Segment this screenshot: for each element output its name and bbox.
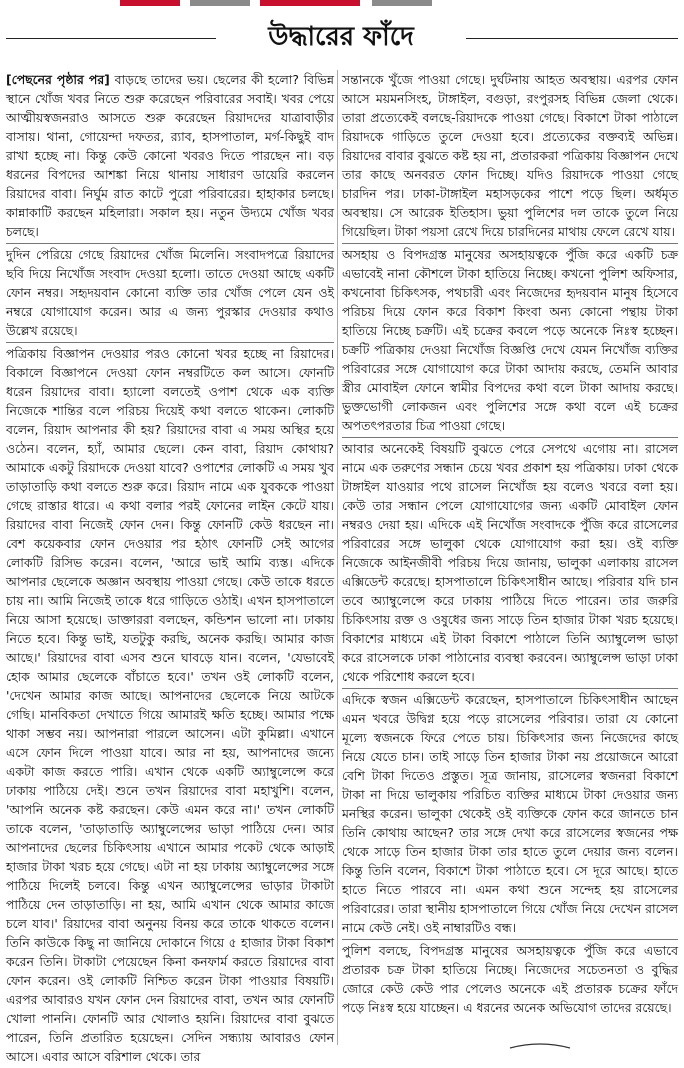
strip-segment	[190, 0, 250, 6]
column-divider	[337, 70, 338, 1045]
strip-segment	[260, 0, 360, 6]
article-paragraph: পত্রিকায় বিজ্ঞাপন দেওয়ার পরও কোনো খবর হচ্ছে না রিয়াদের। বিকালে বিজ্ঞাপনে দেওয়া ফোন নম্বরটিতে কল আসে। ফোনটি ধরেন রিয়াদের বাবা। হ্যালো বলতেই ওপাশ থেকে এক ব্যক্তি নিজেকে শান্তির বলে পরিচয় দিয়েই কথা বলতে থাকেন। লোকটি বলেন, রিয়াদ আপনার কী হয়? রিয়াদের বাবা এ সময় অস্থির হয়ে ওঠেন। বলেন, হ্যাঁ, আমার ছেলে। কেন বাবা, রিয়াদ কোথায়? আমাকে একটু রিয়াদকে দেওয়া যাবে? ওপাশের লোকটি এ সময় খুব তাড়াতাড়ি কথা বলতে শুরু করে। রিয়াদ নামে এক যুবককে পাওয়া গেছে রাস্তার ধারে। এ কথা বলার পরই ফোনের লাইন কেটে যায়। রিয়াদের বাবা নিজেই ফোন দেন। কিন্তু ফোনটি কেউ ধরছেন না। বেশ কয়েকবার ফোন দেওয়ার পর হঠাৎ ফোনটি সেই আগের লোকটি রিসিভ করেন। বলেন, 'আরে ভাই আমি ব্যস্ত। এদিকে আপনার ছেলেকে অজ্ঞান অবস্থায় পাওয়া গেছে। কেউ তাকে ধরতে চায় না। আমি নিজেই তাকে ধরে গাড়িতে ওঠাই। এখন হাসপাতালে নিয়ে আসা হয়েছে। ডাক্তাররা বলছেন, কন্ডিশন ভালো না। ঢাকায় নিতে হবে। কিন্তু ভাই, যতটুকু করছি, অনেক করছি। আমার কাজ আছে।' রিয়াদের বাবা এসব শুনে ঘাবড়ে যান। বলেন, 'যেভাবেই হোক আমার ছেলেকে বাঁচাতে হবে।' তখন ওই লোকটি বলেন, 'দেখেন আমার কাজ আছে। আপনাদের ছেলেকে নিয়ে আটকে গেছি। মানবিকতা দেখাতে গিয়ে আমারই ক্ষতি হচ্ছে। আমার পক্ষে থাকা সম্ভব নয়। আপনারা পারলে আসেন। এটা কুমিল্লা। এখানে এসে ফোন দিলে পাওয়া যাবে। আর না হয়, আপনাদের জন্যে একটা কাজ করতে পারি। এখান থেকে একটি অ্যাম্বুলেন্সে করে ঢাকায় পাঠিয়ে দেই। শুনে তখন রিয়াদের বাবা মহাখুশি। বলেন, 'আপনি অনেক কষ্ট করছেন। কেউ এমন করে না।' তখন লোকটি তাকে বলেন, 'তাড়াতাড়ি অ্যাম্বুলেন্সের ভাড়া পাঠিয়ে দেন। আর আপনাদের ছেলের চিকিৎসায় এখানে আমার পকেট থেকে আড়াই হাজার টাকা খরচ হয়ে গেছে। এটা না হয় ঢাকায় অ্যাম্বুলেন্সের সঙ্গে পাঠিয়ে দিলেই চলবে। কিন্তু এখন অ্যাম্বুলেন্সের ভাড়ার টাকাটা পাঠিয়ে দেন তাড়াতাড়ি। না হয়, আমি এখান থেকে আমার কাজে চলে যাব।' রিয়াদের বাবা অনুনয় বিনয় করে তাকে থাকতে বলেন। তিনি কাউকে কিছু না জানিয়ে দোকানে গিয়ে ৫ হাজার টাকা বিকাশ করেন তিনি। টাকাটা পেয়েছেন কিনা কনফার্ম করতে রিয়াদের বাবা ফোন করেন। ওই লোকটি নিশ্চিত করেন টাকা পাওয়ার বিষয়টি। এরপর আবারও যখন ফোন দেন রিয়াদের বাবা, তখন আর ফোনটি খোলা পাননি। ফোনটি আর খোলাও হয়নি। রিয়াদের বাবা বুঝতে পারেন, তিনি প্রতারিত হয়েছেন। সেদিন সন্ধ্যায় আবারও ফোন আসে। এবার আসে বরিশাল থেকে। তার	[6, 346, 334, 1064]
article-column-left	[6, 70, 334, 1064]
headline-rule-right	[466, 38, 678, 39]
article-column-right	[342, 70, 678, 1045]
article-paragraph: আবার অনেকেই বিষয়টি বুঝতে পেরে সেপথে এগোয় না। রাসেল নামে এক তরুণের সন্ধান চেয়ে খবর প্রকাশ হয় পত্রিকায়। ঢাকা থেকে টাঙ্গাইল যাওয়ার পথে রাসেল নিখোঁজ হয় বলেও খবরে বলা হয়। কেউ তার সন্ধান পেলে যোগাযোগের জন্য একটি মোবাইল ফোন নম্বরও দেয়া হয়। এদিকে এই নিখোঁজ সংবাদকে পুঁজি করে রাসেলের পরিবারের সঙ্গে ভালুকা থেকে যোগাযোগ করা হয়। ওই ব্যক্তি নিজেকে আইনজীবী পরিচয় দিয়ে জানায়, ভালুকা এলাকায় রাসেল এক্সিডেন্ট করেছে। হাসপাতালে চিকিৎসাধীন আছে। পরিবার যদি চান তবে অ্যাম্বুলেন্সে করে ঢাকায় পাঠিয়ে দিতে পারেন। তার জরুরি চিকিৎসায় রক্ত ও ওষুধের জন্য সাড়ে তিন হাজার টাকা খরচ হয়েছে। বিকাশের মাধ্যমে এই টাকা বিকাশে পাঠালে তিনি অ্যাম্বুলেন্স ভাড়া করে রাসেলকে ঢাকা পাঠানোর ব্যবস্থা করবেন। অ্যাম্বুলেন্স ভাড়া ঢাকা থেকে পরিশোধ করলে হবে।	[342, 439, 678, 689]
article-paragraph: সন্তানকে খুঁজে পাওয়া গেছে। দুর্ঘটনায় আহত অবস্থায়। এরপর ফোন আসে ময়মনসিংহ, টাঙ্গাইল, বগুড়া, রংপুরসহ বিভিন্ন জেলা থেকে। তারা প্রত্যেকেই বলছে-রিয়াদকে পাওয়া গেছে। বিকাশে টাকা পাঠালে রিয়াদকে গাড়িতে তুলে দেওয়া হবে। প্রত্যেকের বক্তব্যই অভিন্ন। রিয়াদের বাবার বুঝতে কষ্ট হয় না, প্রতারকরা পত্রিকায় বিজ্ঞাপন দেখে তার কাছে অনবরত ফোন দিচ্ছে। যদিও রিয়াদকে পাওয়া গেছে চারদিন পর। ঢাকা-টাঙ্গাইল মহাসড়কের পাশে পড়ে ছিল। অর্ধমৃত অবস্থায়। সে আরেক ইতিহাস। ভুয়া পুলিশের দল তাকে তুলে নিয়ে গিয়েছিল। টাকা পয়সা রেখে দিয়ে চারদিনের মাথায় ফেলে রেখে যায়।	[342, 70, 678, 244]
article-title: উদ্ধারের ফাঁদে	[268, 22, 414, 52]
article-paragraph: পুলিশ বলছে, বিপদগ্রস্ত মানুষের অসহায়ত্বকে পুঁজি করে এভাবে প্রতারক চক্র টাকা হাতিয়ে নিচ্ছে। নিজেদের সচেতনতা ও বুদ্ধির জোরে কেউ কেউ পার পেলেও অনেকে এই প্রতারক চক্রের ফাঁদে পড়ে নিঃস্ব হয়ে যাচ্ছেন। এ ধরনের অনেক অভিযোগ তাদের রয়েছে।	[342, 943, 678, 1015]
article-paragraph: এদিকে স্বজন এক্সিডেন্ট করেছেন, হাসপাতালে চিকিৎসাধীন আছেন এমন খবরে উদ্বিগ্ন হয়ে পড়ে রাসেলের পরিবার। তারা যে কোনো মূল্যে স্বজনকে ফিরে পেতে চায়। চিকিৎসার জন্য নিজেদের কাছে নিয়ে যেতে চান। তাই সাড়ে তিন হাজার টাকা নয় প্রয়োজনে আরো বেশি টাকা দিতেও প্রস্তুত। সূত্র জানায়, রাসেলের স্বজনরা বিকাশে টাকা না দিয়ে ভালুকায় পরিচিত ব্যক্তির মাধ্যমে টাকা দেওয়ার জন্য মনস্থির করেন। ভালুকা থেকেই ওই ব্যক্তিকে ফোন করে জানতে চান তিনি কোথায় আছেন? তার সঙ্গে দেখা করে রাসেলের স্বজনের পক্ষ থেকে সাড়ে তিন হাজার টাকা তার হাতে তুলে দেয়ার জন্য বলেন। কিন্তু তিনি বলেন, বিকাশে টাকা পাঠাতে হবে। সে দূরে আছে। হাতে হাতে নিতে পারবে না। এমন কথা শুনে সন্দেহ হয় রাসেলের পরিবারের। তারা স্থানীয় হাসপাতালে গিয়ে খোঁজ নিয়ে দেখেন রাসেল নামে কেউ নেই। ওই নাম্বারটিও বন্ধ।	[342, 690, 678, 940]
strip-segment	[372, 0, 432, 6]
bottom-decorative-mark	[470, 1040, 670, 1050]
continued-kicker: [পেছনের পৃষ্ঠার পর]	[6, 72, 110, 87]
headline-bar	[0, 18, 684, 58]
article-paragraph: দুদিন পেরিয়ে গেছে রিয়াদের খোঁজ মিলেনি। সংবাদপত্রে রিয়াদের ছবি দিয়ে নিখোঁজ সংবাদ দেওয়া হলো। তাতে দেওয়া আছে একটি ফোন নম্বর। সহৃদয়বান কোনো ব্যক্তি তার খোঁজ পেলে যেন ওই নম্বরে যোগাযোগ করেন। আর এ জন্য পুরস্কার দেওয়ার কথাও উল্লেখ রয়েছে।	[6, 245, 334, 343]
headline-rule-left	[6, 38, 216, 39]
article-paragraph: অসহায় ও বিপদগ্রস্ত মানুষের অসহায়ত্বকে পুঁজি করে একটি চক্র এভাবেই নানা কৌশলে টাকা হাতিয়ে নিচ্ছে। কখনো পুলিশ অফিসার, কখনোবা চিকিৎসক, পথচারী এবং নিজেদের হৃদয়বান মানুষ হিসেবে পরিচয় দিয়ে ফোন করে বিকাশ কিংবা অন্য কোনো পন্থায় টাকা হাতিয়ে নিচ্ছে চক্রটি। এই চক্রের কবলে পড়ে অনেকে নিঃস্ব হচ্ছেন। চক্রটি পত্রিকায় দেওয়া নিখোঁজ বিজ্ঞপ্তি দেখে যেমন নিখোঁজ ব্যক্তির পরিবারের সঙ্গে যোগাযোগ করে টাকা আদায় করছে, তেমনি আবার স্ত্রীর মোবাইল ফোনে স্বামীর বিপদের কথা বলে টাকা আদায় করছে। ভুক্তভোগী লোকজন এবং পুলিশের সঙ্গে কথা বলে এই চক্রের অপতৎপরতার চিত্র পাওয়া গেছে।	[342, 245, 678, 438]
article-paragraph	[6, 70, 334, 244]
paragraph-text: বাড়ছে তাদের ভয়। ছেলের কী হলো? বিভিন্ন স্থানে খোঁজ খবর নিতে শুরু করেছেন পরিবারের সবাই। খবর পেয়ে আত্মীয়স্বজনরাও আসতে শুরু করেছেন রিয়াদদের যাত্রাবাড়ীর বাসায়। থানা, গোয়েন্দা দফতর, র‌্যাব, হাসপাতাল, মর্গ-কিছুই বাদ রাখা হচ্ছে না। কিন্তু কেউ কোনো খবরও দিতে পারছেন না। বড় ধরনের বিপদের আশঙ্কা নিয়ে থানায় সাধারণ ডায়েরি করলেন রিয়াদের বাবা। নির্ঘুম রাত কাটে পুরো পরিবারের। হাহাকার চলছে। কান্নাকাটি করছেন মহিলারা। সকাল হয়। নতুন উদ্যমে খোঁজ খবর চলছে।	[6, 72, 334, 239]
strip-segment	[120, 0, 180, 6]
masthead-color-strip	[0, 0, 684, 10]
